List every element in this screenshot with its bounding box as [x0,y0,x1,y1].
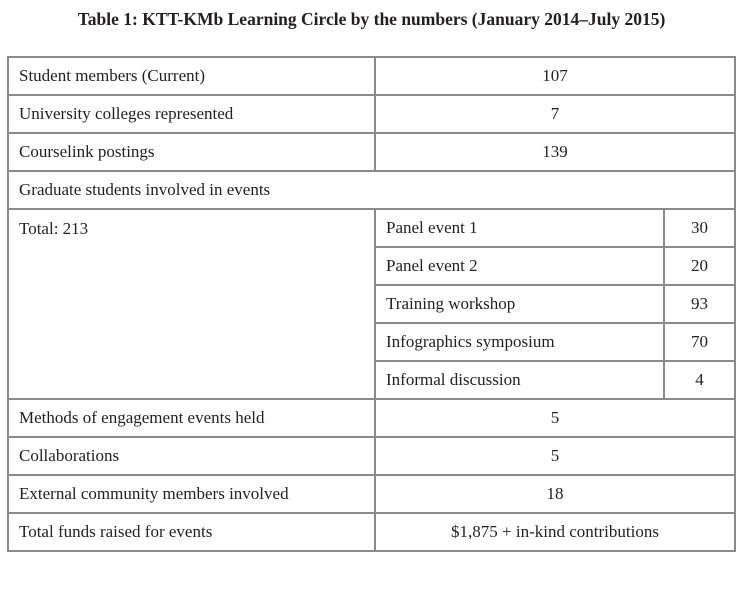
table-row [8,171,735,209]
event-value: 93 [664,285,735,323]
table-row [8,95,735,133]
row-value: 139 [375,133,735,171]
row-label: Courselink postings [8,133,375,171]
section-heading: Graduate students involved in events [8,171,735,209]
event-label: Informal discussion [375,361,664,399]
event-value: 20 [664,247,735,285]
table-row [8,57,735,95]
table-row [8,399,735,437]
stats-table [7,56,736,552]
row-label: External community members involved [8,475,375,513]
event-label: Panel event 2 [375,247,664,285]
table-row [8,513,735,551]
event-label: Infographics symposium [375,323,664,361]
row-label: University colleges represented [8,95,375,133]
row-label: Collaborations [8,437,375,475]
row-value: 18 [375,475,735,513]
row-value: 5 [375,399,735,437]
graduate-total: Total: 213 [8,209,375,399]
row-value: 5 [375,437,735,475]
row-value: $1,875 + in-kind contributions [375,513,735,551]
event-label: Training workshop [375,285,664,323]
row-label: Methods of engagement events held [8,399,375,437]
table-row [8,133,735,171]
row-value: 107 [375,57,735,95]
event-value: 30 [664,209,735,247]
event-value: 70 [664,323,735,361]
event-value: 4 [664,361,735,399]
event-label: Panel event 1 [375,209,664,247]
table-row [8,475,735,513]
table-title: Table 1: KTT-KMb Learning Circle by the numbers (January 2014–July 2015) [77,9,666,29]
row-value: 7 [375,95,735,133]
row-label: Total funds raised for events [8,513,375,551]
table-row [8,437,735,475]
table-row [8,209,735,247]
row-label: Student members (Current) [8,57,375,95]
